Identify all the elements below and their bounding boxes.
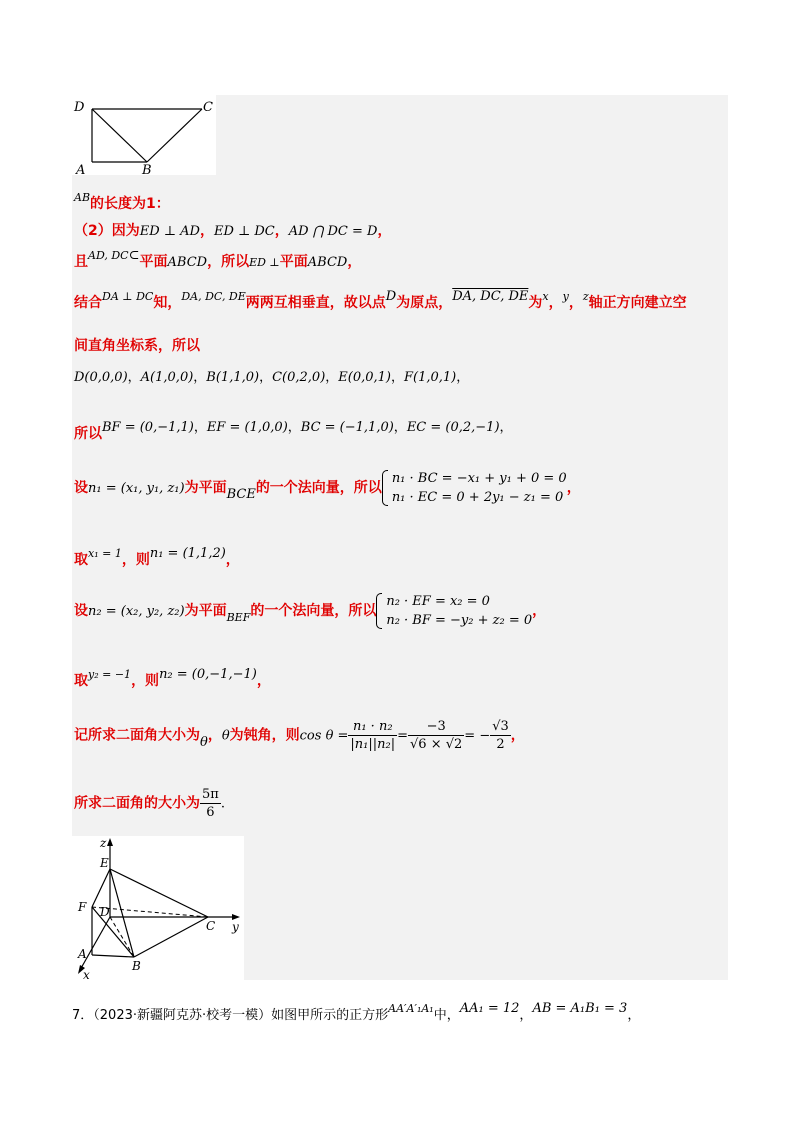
text: ， [456,370,470,385]
math: ⊂ [128,248,140,263]
math: ABCD [307,255,348,270]
label-c: C [206,919,216,933]
fraction [348,718,397,753]
line-ab-length [74,193,170,213]
math: n₂ = (x₂, y₂, z₂) [88,604,185,619]
numerator: −3 [408,718,464,736]
text: ，则 [131,673,160,689]
label-a: A [76,163,86,175]
line-take-x1 [74,546,240,569]
text: 设 [74,480,88,496]
math: F(1,0,1) [404,370,457,385]
text: ， [347,254,362,270]
text: 平面 [139,254,168,270]
math: y [562,290,569,303]
math: AB = A₁B₁ = 3 [532,1001,628,1016]
text: 设 [74,603,88,619]
trapezoid-diagram [72,95,216,175]
math: θ [200,734,208,750]
equation-system [382,469,567,507]
text: ， [225,552,240,568]
math: x [542,290,549,303]
denominator: 6 [206,805,215,820]
line-part2-because [74,220,391,240]
math: BC = (−1,1,0) [300,420,394,435]
math: A(1,0,0) [140,370,194,385]
text: 的长度为1： [90,196,170,212]
equation: n₁ · BC = −x₁ + y₁ + 0 = 0 [391,471,567,486]
line-coordinate-system [74,335,200,355]
label-e: E [100,856,109,870]
coordinate-diagram [72,836,244,980]
equals: = [397,728,409,744]
text: 记所求二面角大小为 [74,727,200,744]
label-c: C [203,100,213,115]
text: 取 [74,673,88,689]
numerator: n₁ · n₂ [348,718,397,736]
math: AD, DC [88,249,129,262]
label-b: B [132,959,141,973]
coordinate-figure [72,836,244,980]
equation: n₁ · EC = 0 + 2y₁ − z₁ = 0 [391,490,564,505]
text: ， [274,223,289,239]
text: 中， [433,1008,460,1023]
math: x₁ = 1 [88,547,122,560]
denominator: |n₁||n₂| [350,737,396,752]
math: EC = (0,2,−1) [406,420,500,435]
denominator: 2 [496,737,505,752]
numerator: 5π [202,787,219,802]
text: ， [207,727,222,744]
math: DA, DC, DE [181,290,246,303]
text: ， [532,603,547,619]
math: BEF [226,611,251,624]
text: 为平面 [184,480,227,496]
math: BCE [226,487,256,502]
equals: = − [464,728,491,744]
math: D [385,289,397,304]
math: DA ⊥ DC [102,290,154,303]
text: ， [127,370,141,385]
fraction [490,718,511,753]
equation-system [376,592,532,630]
math: z [582,290,589,303]
math: AA′A′₁A₁ [388,1002,434,1015]
math: y₂ = −1 [88,668,132,681]
math: AB [74,191,91,204]
text: ， [325,370,339,385]
text: 的一个法向量，所以 [250,603,377,619]
text: ，则 [121,552,150,568]
math: BF = (0,−1,1) [102,420,194,435]
label-z: z [100,836,107,850]
text: ， [566,480,581,496]
text: 所以 [74,426,102,442]
text: ， [391,370,405,385]
text: 两两互相垂直，故以点 [245,295,386,311]
text: ， [519,1008,533,1023]
math: n₁ = (1,1,2) [149,546,226,561]
line-dihedral-cosine [74,718,525,753]
math: ED ⊥ [249,256,280,269]
math: ABCD [167,255,208,270]
text: 的一个法向量，所以 [255,480,382,496]
math: θ [221,728,230,744]
text: （2）因为 [74,223,140,239]
line-and-plane [74,248,362,271]
trapezoid-figure [72,95,216,175]
line-take-y2 [74,667,271,690]
line-normal-vector-bef [74,592,546,630]
label-f: F [78,900,87,914]
text: 所求二面角的大小为 [74,795,200,812]
equation: n₂ · BF = −y₂ + z₂ = 0 [386,613,533,628]
equation: n₂ · EF = x₂ = 0 [386,594,490,609]
text: ， [287,420,301,435]
period: . [220,796,225,812]
text: ， [393,420,407,435]
text: ， [377,223,392,239]
text: 结合 [74,295,102,311]
text: ， [568,295,583,311]
numerator: √3 [492,719,509,734]
math: ED ⊥ AD [139,224,200,239]
text: 为平面 [184,603,227,619]
label-y: y [232,920,239,934]
question-7 [72,1001,641,1023]
math: ED ⊥ DC [213,224,275,239]
text: ， [510,727,525,744]
text: 为 [528,295,543,311]
math: AD ⋂ DC = D [288,224,378,239]
math: cos θ = [299,728,349,744]
text: ， [548,295,563,311]
text: 轴正方向建立空 [588,295,687,311]
math: EF = (1,0,0) [206,420,288,435]
line-normal-vector-bce [74,469,581,507]
text: 为钝角，则 [229,727,300,744]
text: 7．（2023·新疆阿克苏·校考一模）如图甲所示的正方形 [72,1008,389,1023]
math: C(0,2,0) [272,370,326,385]
text: 且 [74,254,88,270]
text: ， [256,673,271,689]
text: ， [259,370,273,385]
text: ， [627,1008,641,1023]
label-d: D [100,905,110,919]
label-b: B [142,163,152,175]
math: DA, DC, DE [452,289,529,304]
denominator: √6 × √2 [410,737,463,752]
fraction [408,718,464,753]
text: 为原点， [396,295,453,311]
line-coordinate-setup [74,289,687,312]
math: n₁ = (x₁, y₁, z₁) [88,481,185,496]
text: 取 [74,552,88,568]
math: B(1,1,0) [206,370,260,385]
math: n₂ = (0,−1,−1) [159,667,257,682]
line-vectors [74,420,513,443]
text: ， [499,420,513,435]
text: ， [193,420,207,435]
fraction [200,786,221,821]
line-point-coordinates [74,366,469,385]
label-a: A [78,947,87,961]
label-d: D [74,100,85,115]
text: ， [193,370,207,385]
math: AA₁ = 12 [459,1001,520,1016]
text: ，所以 [207,254,250,270]
text: 知， [153,295,182,311]
line-answer [74,786,225,821]
text: ， [199,223,214,239]
math: E(0,0,1) [338,370,391,385]
text: 平面 [279,254,308,270]
text: 间直角坐标系，所以 [74,338,200,354]
math: D(0,0,0) [74,370,128,385]
label-x: x [83,968,90,980]
